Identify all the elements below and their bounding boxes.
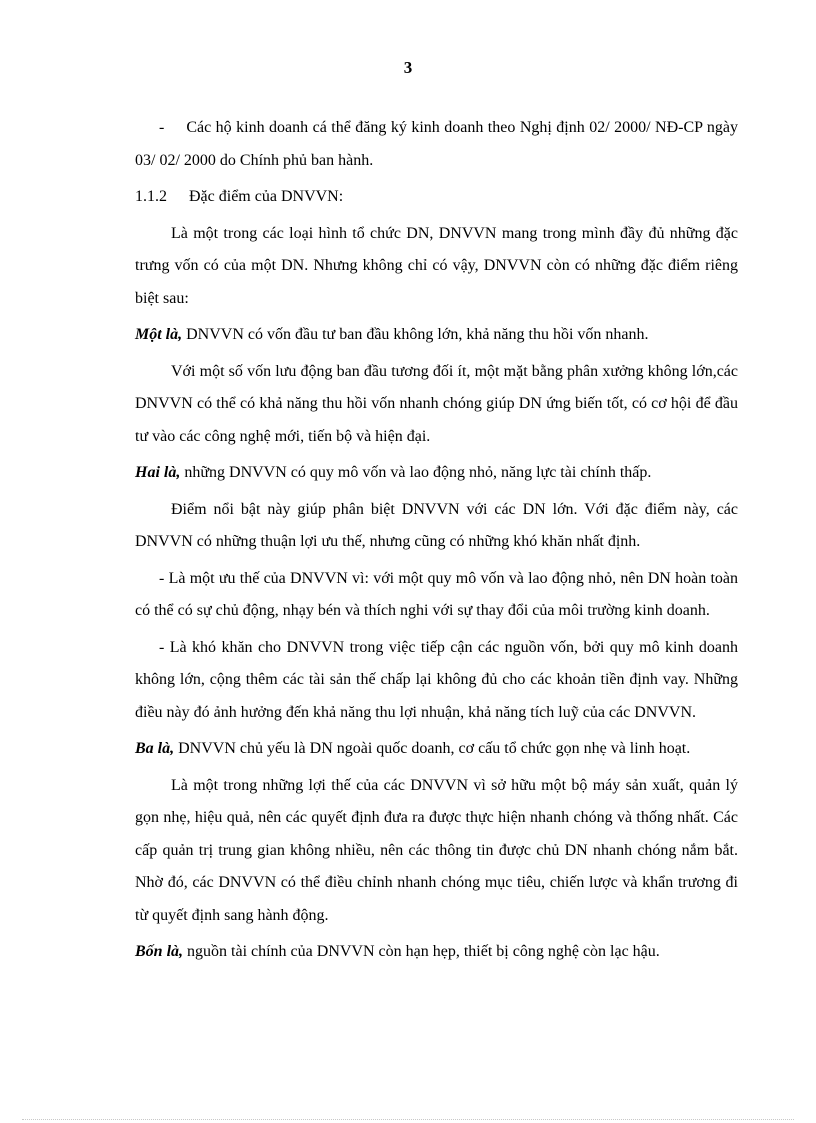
bullet-paragraph: [135, 112, 738, 177]
feature-text: những DNVVN có quy mô vốn và lao động nhỏ, năng lực tài chính thấp.: [180, 464, 652, 481]
page-bottom-border: [22, 1119, 794, 1120]
feature-text: DNVVN chủ yếu là DN ngoài quốc doanh, cơ cấu tổ chức gọn nhẹ và linh hoạt.: [174, 740, 691, 757]
paragraph: Điểm nổi bật này giúp phân biệt DNVVN với các DN lớn. Với đặc điểm này, các DNVVN có những thuận lợi ưu thế, nhưng cũng có những khó khăn nhất định.: [135, 500, 738, 550]
feature-lead: Ba là,: [135, 740, 175, 757]
bullet-paragraph: - Là khó khăn cho DNVVN trong việc tiếp cận các nguồn vốn, bởi quy mô kinh doanh không lớn, cộng thêm các tài sản thế chấp lại không đủ cho các khoản tiền định vay. Những điều này đó ảnh hưởng đến khả năng thu lợi nhuận, khả năng tích luỹ của các DNVVN.: [135, 638, 738, 721]
feature-item: [135, 936, 738, 969]
paragraph: Là một trong các loại hình tổ chức DN, DNVVN mang trong mình đầy đủ những đặc trưng vốn có của một DN. Nhưng không chỉ có vậy, DNVVN còn có những đặc điểm riêng biệt sau:: [135, 224, 738, 307]
paragraph: Với một số vốn lưu động ban đầu tương đối ít, một mặt bằng phân xưởng không lớn,các DNVVN có thể có khả năng thu hồi vốn nhanh chóng giúp DN ứng biến tốt, có cơ hội để đầu tư vào các công nghệ mới, tiến bộ và hiện đại.: [135, 362, 738, 445]
paragraph: Là một trong những lợi thế của các DNVVN vì sở hữu một bộ máy sản xuất, quản lý gọn nhẹ, hiệu quả, nên các quyết định đưa ra được thực hiện nhanh chóng và thống nhất. Các cấp quản trị trung gian không nhiều, nên các thông tin được chủ DN nhanh chóng nắm bắt. Nhờ đó, các DNVVN có thể điều chỉnh nhanh chóng mục tiêu, chiến lược và khẩn trương đi từ quyết định sang hành động.: [135, 776, 738, 924]
dash-marker: -: [159, 119, 165, 136]
feature-item: [135, 457, 738, 490]
section-title: Đặc điểm của DNVVN:: [189, 188, 344, 205]
bullet-paragraph: - Là một ưu thế của DNVVN vì: với một quy mô vốn và lao động nhỏ, nên DN hoàn toàn có thể có sự chủ động, nhạy bén và thích nghi với sự thay đổi của môi trường kinh doanh.: [135, 569, 738, 619]
section-number: 1.1.2: [135, 188, 167, 205]
feature-item: [135, 733, 738, 766]
feature-lead: Bốn là,: [135, 943, 184, 960]
section-heading: [135, 181, 738, 214]
feature-lead: Hai là,: [135, 464, 181, 481]
feature-text: nguồn tài chính của DNVVN còn hạn hẹp, thiết bị công nghệ còn lạc hậu.: [183, 943, 660, 960]
feature-item: [135, 319, 738, 352]
feature-text: DNVVN có vốn đầu tư ban đầu không lớn, khả năng thu hồi vốn nhanh.: [182, 326, 649, 343]
document-body: [135, 112, 738, 969]
feature-lead: Một là,: [135, 326, 183, 343]
page-number: 3: [403, 58, 413, 77]
paragraph-text: Các hộ kinh doanh cá thể đăng ký kinh doanh theo Nghị định 02/ 2000/ NĐ-CP ngày 03/ 02/ 2000 do Chính phủ ban hành.: [135, 119, 738, 169]
